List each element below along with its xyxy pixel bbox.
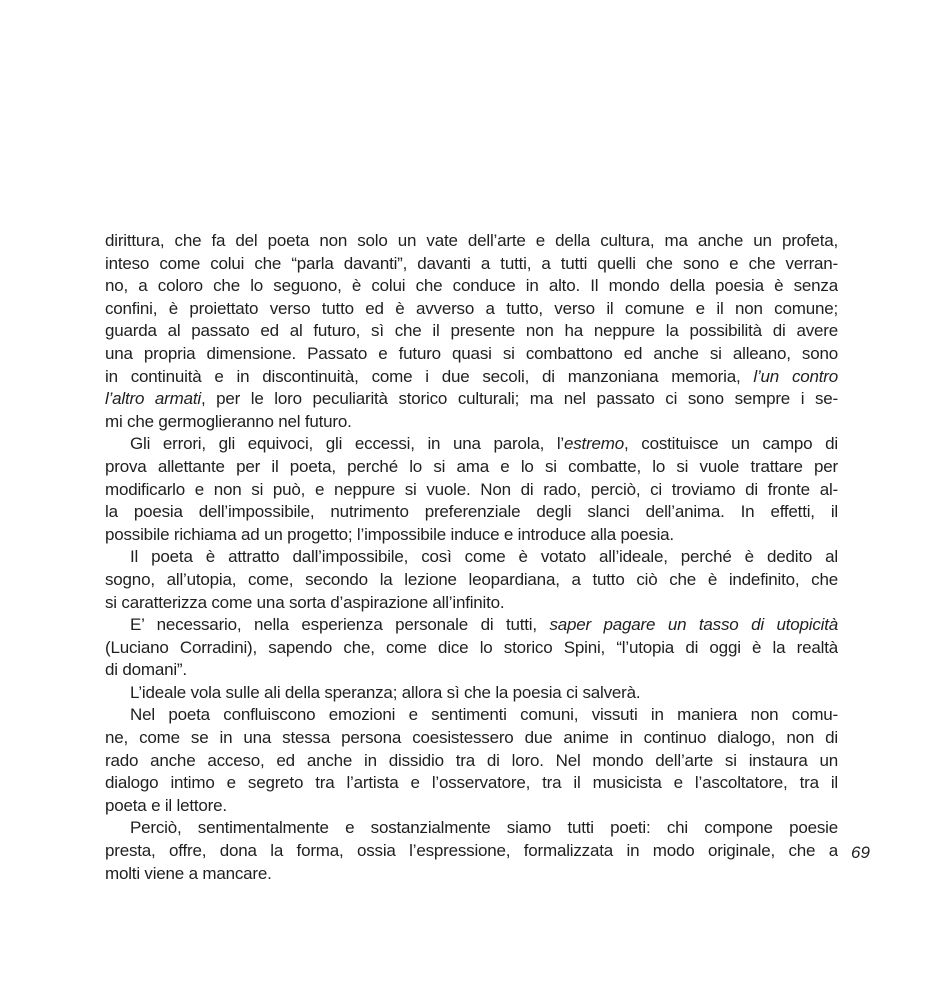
text-line [105,795,838,818]
text-line [105,637,838,660]
text-segment: Perciò, sentimentalmente e sostanzialmente siamo tutti poeti: chi compone poesie [130,818,838,838]
paragraph [105,704,838,817]
text-line [105,592,838,615]
text-line [105,569,838,592]
text-line [105,772,838,795]
text-segment: in continuità e in discontinuità, come i due secoli, di manzoniana memoria, [105,366,754,386]
text-segment: di domani”. [105,660,187,680]
text-segment: una propria dimensione. Passato e futuro quasi si combattono ed anche si alleano, sono [105,343,838,363]
text-segment: , costituisce un campo di [624,434,838,454]
text-line [105,682,838,705]
text-segment: molti viene a mancare. [105,863,272,883]
paragraph [105,230,838,433]
text-segment: si caratterizza come una sorta d’aspirazione all’infinito. [105,592,505,612]
text-segment: guarda al passato ed al futuro, sì che il presente non ha neppure la possibilità di avere [105,321,838,341]
text-line [105,501,838,524]
text-line [105,659,838,682]
paragraph [105,817,838,885]
text-segment: Gli errori, gli equivoci, gli eccessi, in una parola, l’ [130,434,564,454]
text-segment: dialogo intimo e segreto tra l’artista e l’osservatore, tra il musicista e l’ascoltatore, tra il [105,773,838,793]
text-segment: Il poeta è attratto dall’impossibile, così come è votato all’ideale, perché è dedito al [130,547,838,567]
text-line [105,817,838,840]
page-number: 69 [851,843,870,862]
text-segment: Nel poeta confluiscono emozioni e sentimenti comuni, vissuti in maniera non comu- [130,705,838,725]
text-line [105,411,838,434]
italic-text-segment: estremo [564,434,625,454]
text-line [105,320,838,343]
text-segment: rado anche acceso, ed anche in dissidio tra di loro. Nel mondo dell’arte si instaura un [105,750,838,770]
paragraph [105,546,838,614]
text-line [105,524,838,547]
paragraph [105,614,838,682]
text-segment: inteso come colui che “parla davanti”, davanti a tutti, a tutti quelli che sono e che verran- [105,253,838,273]
text-line [105,388,838,411]
text-line [105,366,838,389]
text-segment: modificarlo e non si può, e neppure si vuole. Non di rado, perciò, ci troviamo di fronte al- [105,479,838,499]
text-line [105,253,838,276]
text-segment: possibile richiama ad un progetto; l’impossibile induce e introduce alla poesia. [105,524,674,544]
text-segment: no, a coloro che lo seguono, è colui che conduce in alto. Il mondo della poesia è senza [105,276,838,296]
text-segment: E’ necessario, nella esperienza personale di tutti, [130,615,550,635]
text-line [105,479,838,502]
text-segment: poeta e il lettore. [105,795,227,815]
text-line [105,840,838,863]
italic-text-segment: l’un contro [753,366,838,386]
text-line [105,230,838,253]
text-line [105,704,838,727]
text-block [105,230,838,885]
text-line [105,614,838,637]
text-segment: confini, è proiettato verso tutto ed è avverso a tutto, verso il comune e il non comune; [105,298,838,318]
text-line [105,433,838,456]
text-segment: la poesia dell’impossibile, nutrimento preferenziale degli slanci dell’anima. In effetti, il [105,502,838,522]
text-segment: prova allettante per il poeta, perché lo si ama e lo si combatte, lo si vuole trattare per [105,456,838,476]
text-line [105,727,838,750]
text-segment: ne, come se in una stessa persona coesistessero due anime in continuo dialogo, non di [105,728,838,748]
text-line [105,863,838,886]
text-segment: (Luciano Corradini), sapendo che, come dice lo storico Spini, “l’utopia di oggi è la realtà [105,637,838,657]
text-line [105,343,838,366]
text-line [105,298,838,321]
text-segment: sogno, all’utopia, come, secondo la lezione leopardiana, a tutto ciò che è indefinito, che [105,569,838,589]
paragraph [105,682,838,705]
italic-text-segment: saper pagare un tasso di utopicità [549,615,838,635]
text-segment: , per le loro peculiarità storico culturali; ma nel passato ci sono sempre i se- [200,389,838,409]
text-segment: mi che germoglieranno nel futuro. [105,411,352,431]
paragraph [105,433,838,546]
text-segment: presta, offre, dona la forma, ossia l’espressione, formalizzata in modo originale, che a [105,841,838,861]
text-segment: L’ideale vola sulle ali della speranza; allora sì che la poesia ci salverà. [130,682,641,702]
text-line [105,456,838,479]
text-line [105,546,838,569]
italic-text-segment: l’altro armati [105,389,201,409]
text-segment: dirittura, che fa del poeta non solo un vate dell’arte e della cultura, ma anche un profeta, [105,231,838,250]
text-line [105,275,838,298]
text-line [105,750,838,773]
